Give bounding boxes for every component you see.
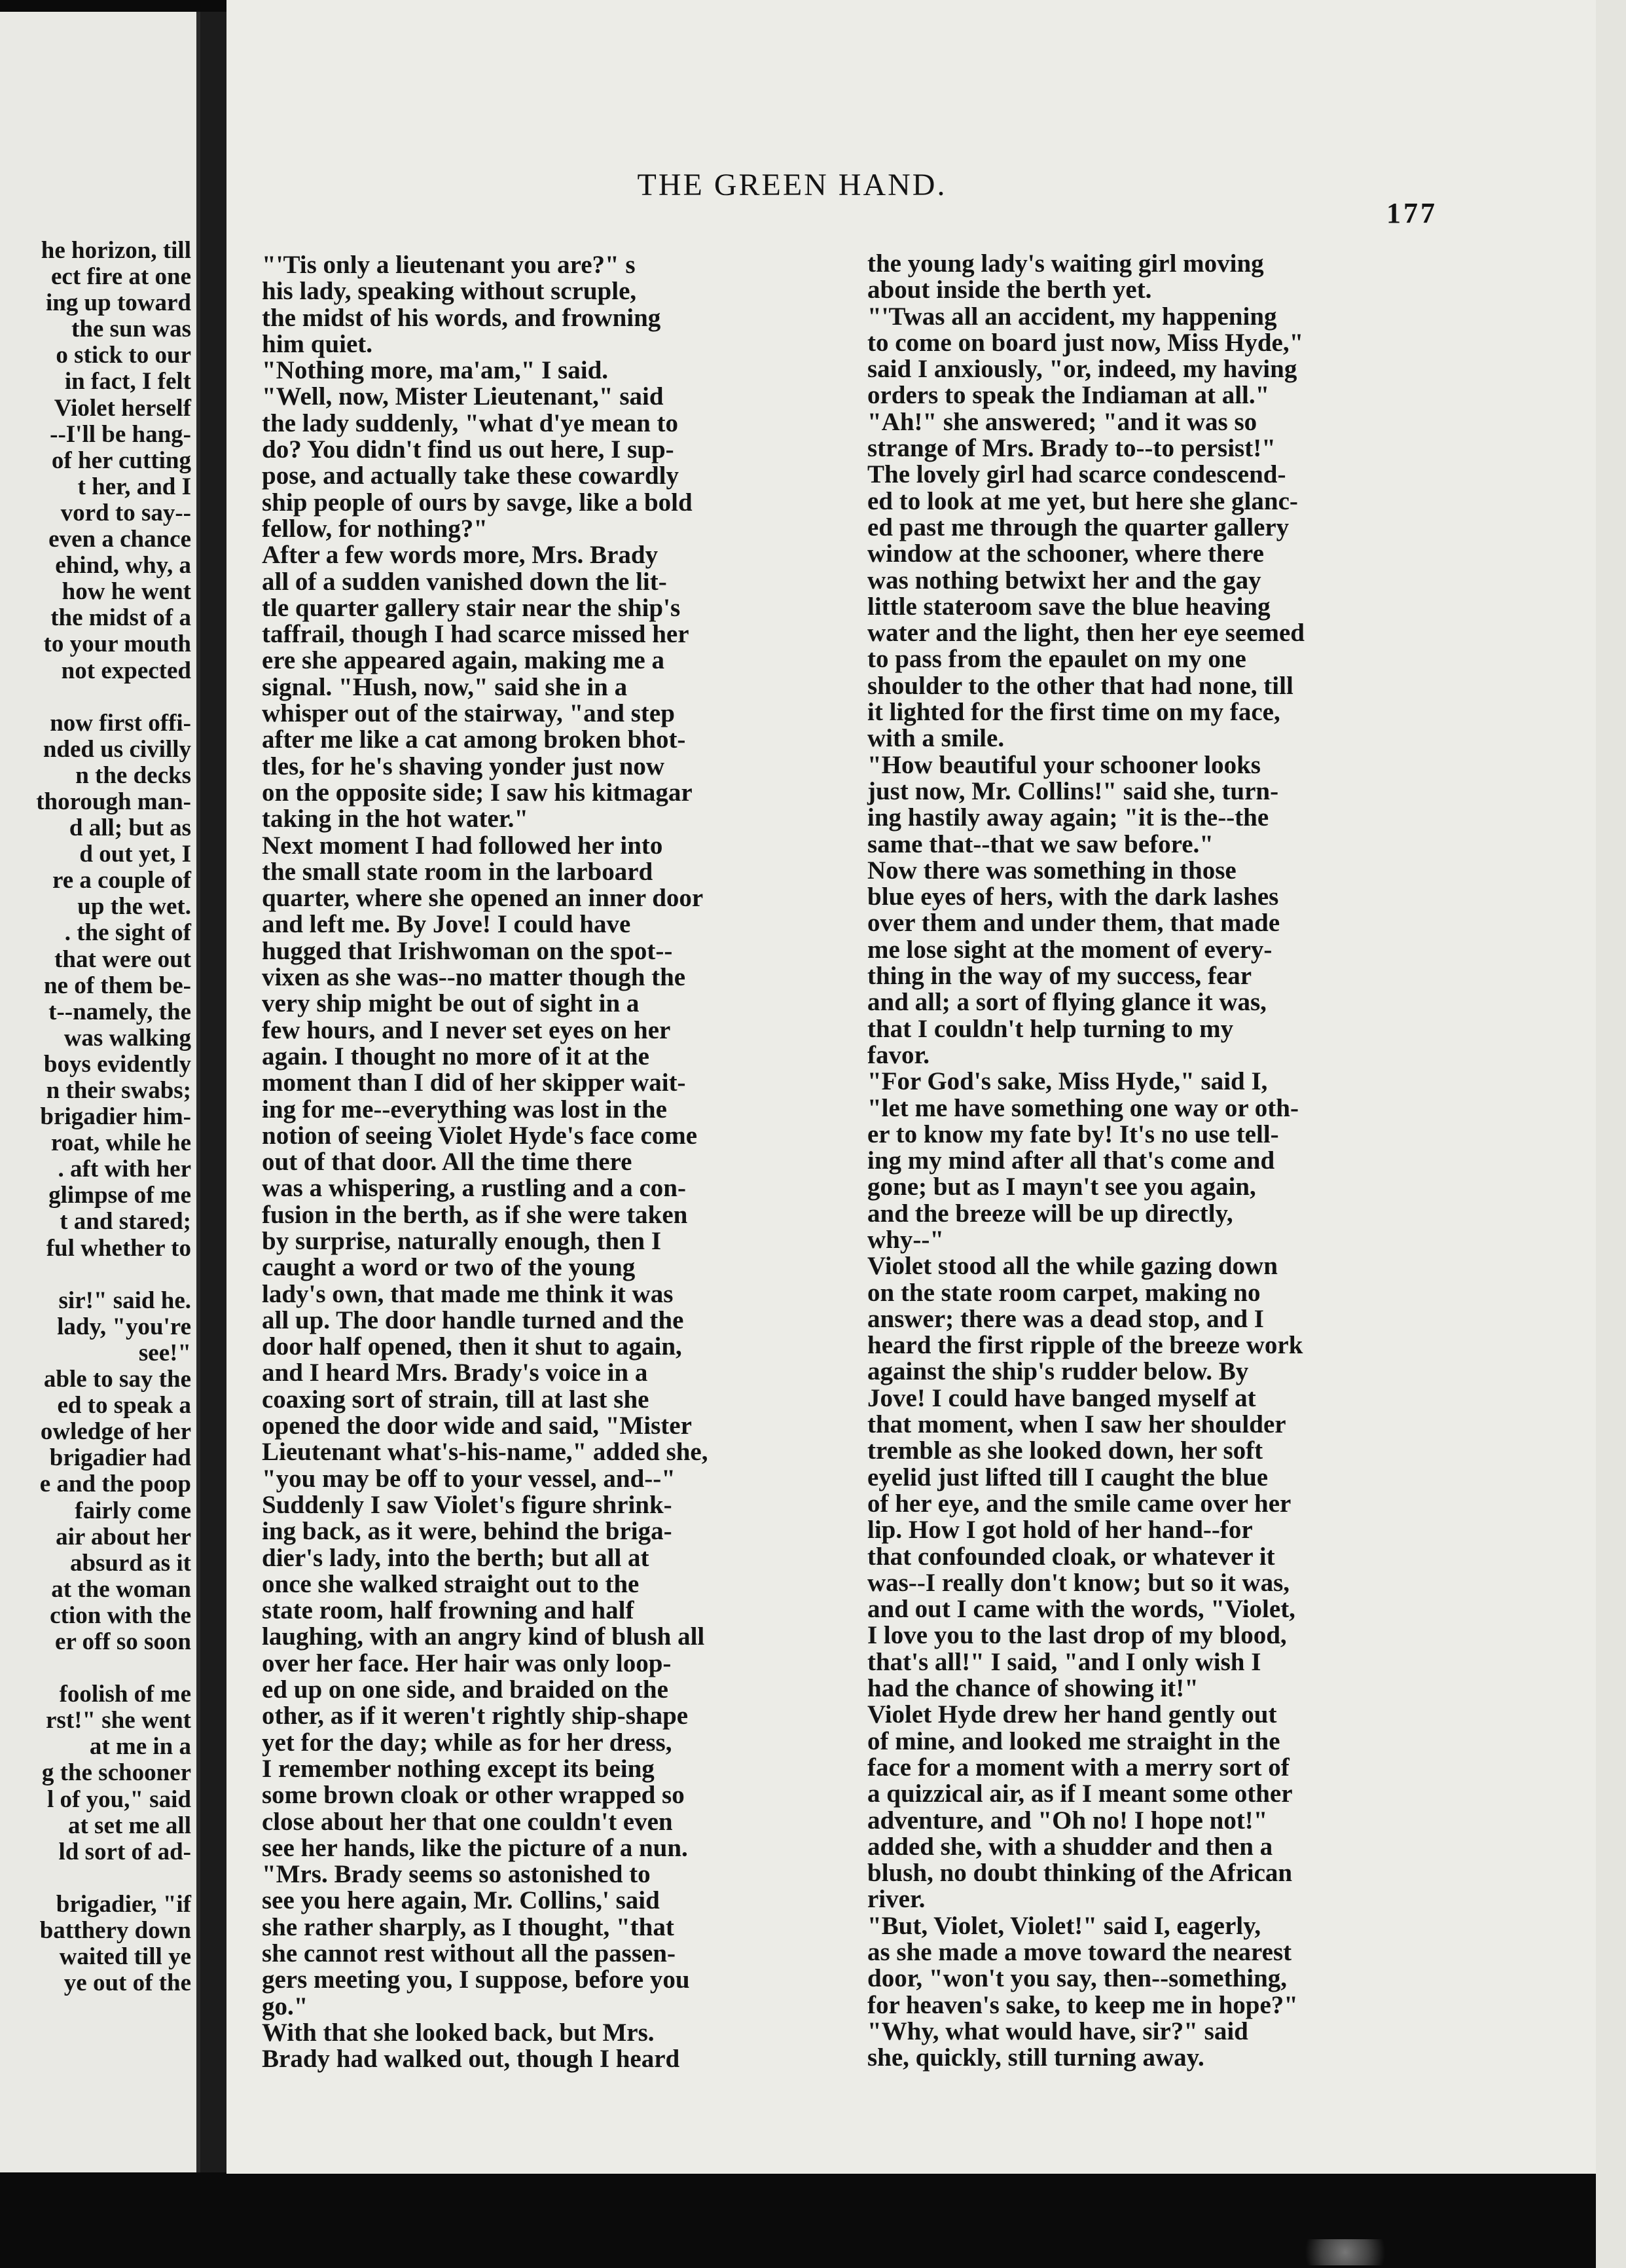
text-line: ect fire at one [50, 263, 191, 291]
text-line: foolish of me [59, 1681, 191, 1708]
text-line: I remember nothing except its being [262, 1754, 655, 1783]
text-line: glimpse of me [48, 1182, 191, 1209]
text-line: adventure, and "Oh no! I hope not!" [867, 1806, 1268, 1835]
text-line: er off so soon [55, 1628, 191, 1655]
text-line: d all; but as [69, 814, 191, 842]
text-line: "'Tis only a lieutenant you are?" s [262, 251, 636, 279]
text-line: orders to speak the Indiaman at all." [867, 381, 1270, 410]
text-line: me lose sight at the moment of every- [867, 935, 1273, 964]
text-line: With that she looked back, but Mrs. [262, 2018, 655, 2047]
text-line: see her hands, like the picture of a nun. [262, 1833, 688, 1862]
text-line: fellow, for nothing?" [262, 514, 488, 543]
text-line: Violet stood all the while gazing down [867, 1252, 1278, 1281]
text-line: at the woman [51, 1575, 191, 1603]
text-line: even a chance [48, 526, 191, 553]
text-line: notion of seeing Violet Hyde's face come [262, 1121, 698, 1150]
text-line: added she, with a shudder and then a [867, 1832, 1273, 1861]
text-line: at me in a [89, 1733, 191, 1761]
text-line [0, 684, 191, 710]
page-edge [1596, 0, 1626, 2268]
text-line: caught a word or two of the young [262, 1253, 636, 1282]
text-line: him quiet. [262, 329, 373, 358]
text-line: Jove! I could have banged myself at [867, 1383, 1256, 1412]
text-line: signal. "Hush, now," said she in a [262, 672, 628, 701]
text-line: about inside the berth yet. [867, 276, 1152, 304]
text-line: again. I thought no more of it at the [262, 1042, 649, 1070]
text-line [0, 1655, 191, 1681]
text-line: to your mouth [43, 631, 191, 658]
text-line: batthery down [39, 1917, 191, 1944]
text-line: laughing, with an angry kind of blush all [262, 1622, 705, 1651]
text-line: l of you," said [47, 1785, 191, 1813]
text-line: little stateroom save the blue heaving [867, 592, 1271, 621]
text-line: lady's own, that made me think it was [262, 1279, 674, 1308]
text-line: ed up on one side, and braided on the [262, 1675, 668, 1704]
text-line: other, as if it weren't rightly ship-shape [262, 1702, 689, 1730]
text-line: that's all!" I said, "and I only wish I [867, 1647, 1261, 1676]
text-line: lady, "you're [57, 1313, 191, 1340]
text-line: water and the light, then her eye seemed [867, 619, 1305, 648]
text-line: thing in the way of my success, fear [867, 962, 1252, 991]
text-line: over her face. Her hair was only loop- [262, 1649, 672, 1677]
text-line: and all; a sort of flying glance it was, [867, 988, 1267, 1017]
text-line: door half opened, then it shut to again, [262, 1332, 682, 1361]
text-line: for heaven's sake, to keep me in hope?" [867, 1990, 1298, 2019]
text-line: yet for the day; while as for her dress, [262, 1728, 672, 1757]
text-line: the midst of a [50, 604, 191, 632]
text-line: on the opposite side; I saw his kitmagar [262, 778, 693, 807]
text-line: brigadier him- [40, 1103, 191, 1131]
text-line: see you here again, Mr. Collins,' said [262, 1886, 660, 1915]
text-line: that confounded cloak, or whatever it [867, 1542, 1275, 1571]
text-line: thorough man- [36, 788, 191, 815]
text-line: all up. The door handle turned and the [262, 1306, 684, 1334]
text-line: on the state room carpet, making no [867, 1278, 1261, 1307]
text-line: dier's lady, into the berth; but all at [262, 1543, 649, 1572]
text-line: how he went [62, 578, 191, 606]
text-line: "But, Violet, Violet!" said I, eagerly, [867, 1911, 1261, 1940]
text-line: ne of them be- [43, 972, 191, 999]
text-line: "Why, what would have, sir?" said [867, 2017, 1248, 2045]
text-column-2 [867, 251, 1456, 2071]
text-line: "'Twas all an accident, my happening [867, 302, 1277, 331]
text-line: "How beautiful your schooner looks [867, 750, 1261, 779]
text-line: hugged that Irishwoman on the spot-- [262, 936, 673, 965]
text-line: and out I came with the words, "Violet, [867, 1595, 1295, 1624]
text-line: fairly come [75, 1497, 191, 1524]
text-line: vord to say-- [60, 499, 191, 526]
text-line: once she walked straight out to the [262, 1569, 640, 1598]
text-line: of mine, and looked me straight in the [867, 1727, 1280, 1755]
text-line: vixen as she was--no matter though the [262, 963, 686, 992]
text-line: at set me all [67, 1812, 191, 1839]
text-line: Now there was something in those [867, 856, 1237, 885]
text-line: after me like a cat among broken bhot- [262, 725, 686, 754]
text-line: his lady, speaking without scruple, [262, 277, 637, 306]
text-line: ship people of ours by savge, like a bold [262, 488, 693, 517]
text-line: ing hastily away again; "it is the--the [867, 803, 1269, 832]
page-number: 177 [1386, 197, 1437, 229]
text-line: against the ship's rudder below. By [867, 1357, 1249, 1386]
text-line: and I heard Mrs. Brady's voice in a [262, 1359, 648, 1387]
text-line: favor. [867, 1040, 930, 1069]
text-line: why--" [867, 1225, 944, 1254]
text-line: re a couple of [52, 867, 191, 894]
text-line: said I anxiously, "or, indeed, my having [867, 355, 1297, 384]
text-line: had the chance of showing it!" [867, 1674, 1199, 1703]
text-line: see!" [138, 1339, 191, 1366]
text-line: the sun was [71, 316, 191, 343]
text-line: "Ah!" she answered; "and it was so [867, 407, 1257, 436]
text-line: very ship might be out of sight in a [262, 989, 640, 1018]
text-line: go." [262, 1992, 308, 2021]
facing-page-fragment [0, 12, 200, 2172]
text-line: answer; there was a dead stop, and I [867, 1304, 1264, 1333]
text-line: taking in the hot water." [262, 805, 528, 833]
text-line: Violet Hyde drew her hand gently out [867, 1700, 1277, 1729]
text-line: the midst of his words, and frowning [262, 303, 661, 332]
text-line: blush, no doubt thinking of the African [867, 1859, 1293, 1888]
text-line: to pass from the epaulet on my one [867, 645, 1246, 674]
text-line: e and the poop [39, 1471, 191, 1498]
text-line: tles, for he's shaving yonder just now [262, 752, 665, 780]
text-line: it lighted for the first time on my face, [867, 698, 1280, 727]
text-line: strange of Mrs. Brady to--to persist!" [867, 434, 1276, 463]
text-line: ed to speak a [57, 1392, 191, 1419]
text-line: t--namely, the [48, 998, 191, 1025]
text-line: n their swabs; [46, 1077, 191, 1104]
text-line: gers meeting you, I suppose, before you [262, 1966, 690, 1994]
text-line: some brown cloak or other wrapped so [262, 1781, 685, 1810]
text-line: coaxing sort of strain, till at last she [262, 1385, 649, 1414]
text-line [0, 1865, 191, 1892]
text-line: n the decks [75, 761, 191, 789]
text-line: Brady had walked out, though I heard [262, 2045, 680, 2074]
text-line: --I'll be hang- [50, 420, 191, 448]
text-line: ed to look at me yet, but here she glanc- [867, 486, 1298, 515]
text-line: that moment, when I saw her shoulder [867, 1410, 1286, 1439]
text-line: fusion in the berth, as if she were taken [262, 1200, 688, 1229]
text-line: was nothing betwixt her and the gay [867, 566, 1261, 594]
text-line: After a few words more, Mrs. Brady [262, 541, 659, 570]
text-line: lip. How I got hold of her hand--for [867, 1516, 1253, 1545]
text-line: t and stared; [60, 1208, 191, 1235]
text-line: able to say the [43, 1366, 191, 1393]
text-line: taffrail, though I had scarce missed her [262, 620, 689, 649]
text-line: owledge of her [40, 1418, 191, 1446]
text-line: roat, while he [50, 1129, 191, 1157]
text-line: "Mrs. Brady seems so astonished to [262, 1860, 651, 1889]
text-line: as she made a move toward the nearest [867, 1938, 1292, 1966]
text-line: o stick to our [56, 342, 191, 369]
text-line: absurd as it [69, 1549, 191, 1577]
text-line: air about her [56, 1523, 191, 1550]
book-gutter [200, 12, 226, 2172]
text-line: ing my mind after all that's come and [867, 1146, 1275, 1175]
text-line: rst!" she went [46, 1707, 191, 1734]
text-line: face for a moment with a merry sort of [867, 1753, 1290, 1782]
text-line: eyelid just lifted till I caught the blue [867, 1463, 1269, 1491]
text-line: by surprise, naturally enough, then I [262, 1226, 662, 1255]
text-line: Next moment I had followed her into [262, 831, 663, 860]
text-line: Violet herself [54, 394, 191, 422]
text-line: now first offi- [50, 709, 191, 737]
text-line: pose, and actually take these cowardly [262, 462, 679, 490]
text-line: ed past me through the quarter gallery [867, 513, 1290, 541]
text-line: was a whispering, a rustling and a con- [262, 1174, 686, 1203]
text-line: in fact, I felt [64, 368, 191, 395]
text-line: close about her that one couldn't even [262, 1807, 673, 1836]
text-line: d out yet, I [79, 841, 191, 868]
text-line: ful whether to [46, 1234, 191, 1262]
text-line: state room, half frowning and half [262, 1596, 634, 1625]
text-line: heard the first ripple of the breeze work [867, 1331, 1303, 1360]
text-line: do? You didn't find us out here, I sup- [262, 435, 674, 464]
text-line: ehind, why, a [55, 552, 191, 579]
text-line: just now, Mr. Collins!" said she, turn- [867, 777, 1279, 805]
text-line: tle quarter gallery stair near the ship's [262, 593, 681, 622]
text-line: er to know my fate by! It's no use tell- [867, 1120, 1279, 1148]
text-line: I love you to the last drop of my blood, [867, 1621, 1287, 1650]
text-line: . aft with her [58, 1156, 191, 1183]
text-line: Suddenly I saw Violet's figure shrink- [262, 1490, 672, 1519]
text-line: moment than I did of her skipper wait- [262, 1069, 686, 1097]
text-line: was walking [63, 1024, 191, 1052]
text-line: Lieutenant what's-his-name," added she, [262, 1438, 708, 1467]
text-line: that I couldn't help turning to my [867, 1014, 1234, 1043]
text-line: he horizon, till [41, 237, 191, 264]
text-line: tremble as she looked down, her soft [867, 1436, 1263, 1465]
text-line [0, 1262, 191, 1288]
text-line: brigadier, "if [56, 1890, 191, 1918]
text-line: up the wet. [77, 893, 191, 921]
text-line: t her, and I [77, 473, 191, 500]
text-line: door, "won't you say, then--something, [867, 1964, 1288, 1993]
text-line: same that--that we saw before." [867, 830, 1214, 858]
text-line: brigadier had [49, 1444, 191, 1472]
text-line: of her eye, and the smile came over her [867, 1489, 1292, 1518]
text-column-1 [262, 252, 851, 2072]
text-line: . the sight of [64, 919, 191, 947]
text-line: sir!" said he. [58, 1287, 191, 1314]
running-head: THE GREEN HAND. [637, 168, 947, 202]
text-line: ye out of the [63, 1969, 191, 1997]
text-line: the lady suddenly, "what d'ye mean to [262, 409, 678, 437]
scan-artifact [1290, 2239, 1401, 2265]
text-line: opened the door wide and said, "Mister [262, 1412, 692, 1440]
text-line: all of a sudden vanished down the lit- [262, 567, 667, 596]
text-line: the young lady's waiting girl moving [867, 249, 1264, 278]
text-line: she, quickly, still turning away. [867, 2043, 1204, 2072]
text-line: "For God's sake, Miss Hyde," said I, [867, 1067, 1268, 1096]
text-line: river. [867, 1885, 926, 1914]
text-line: nded us civilly [43, 735, 191, 763]
text-line: not expected [61, 657, 191, 684]
text-line: ing for me--everything was lost in the [262, 1095, 667, 1124]
text-line: and the breeze will be up directly, [867, 1199, 1233, 1228]
text-line: The lovely girl had scarce condescend- [867, 460, 1286, 489]
text-line: "Nothing more, ma'am," I said. [262, 356, 609, 385]
text-line: g the schooner [41, 1759, 191, 1787]
text-line: was--I really don't know; but so it was, [867, 1568, 1290, 1597]
text-line: to come on board just now, Miss Hyde," [867, 328, 1304, 357]
text-line: blue eyes of hers, with the dark lashes [867, 883, 1279, 911]
text-line: whisper out of the stairway, "and step [262, 699, 675, 728]
text-line: the small state room in the larboard [262, 857, 653, 886]
text-line: shoulder to the other that had none, till [867, 671, 1293, 700]
text-line: and left me. By Jove! I could have [262, 910, 631, 939]
text-line: "let me have something one way or oth- [867, 1093, 1299, 1122]
text-line: quarter, where she opened an inner door [262, 884, 704, 913]
text-line: out of that door. All the time there [262, 1148, 632, 1177]
text-line: "Well, now, Mister Lieutenant," said [262, 382, 664, 411]
text-line: ing back, as it were, behind the briga- [262, 1517, 672, 1546]
text-line: ere she appeared again, making me a [262, 646, 664, 675]
text-line: a quizzical air, as if I meant some other [867, 1780, 1293, 1808]
text-line: she cannot rest without all the passen- [262, 1939, 676, 1967]
text-line: ing up toward [45, 289, 191, 317]
text-line: of her cutting [51, 447, 191, 474]
text-line: ction with the [50, 1601, 191, 1629]
text-line: over them and under them, that made [867, 909, 1280, 938]
text-line: she rather sharply, as I thought, "that [262, 1912, 674, 1941]
text-line: ld sort of ad- [58, 1838, 191, 1865]
text-line: waited till ye [59, 1943, 191, 1971]
facing-page-text [0, 238, 191, 1996]
text-line: window at the schooner, where there [867, 540, 1264, 568]
text-line: boys evidently [43, 1050, 191, 1078]
text-line: with a smile. [867, 724, 1005, 753]
text-line: gone; but as I mayn't see you again, [867, 1173, 1256, 1201]
text-line: that were out [54, 945, 191, 973]
text-line: few hours, and I never set eyes on her [262, 1015, 671, 1044]
text-line: "you may be off to your vessel, and--" [262, 1464, 676, 1493]
